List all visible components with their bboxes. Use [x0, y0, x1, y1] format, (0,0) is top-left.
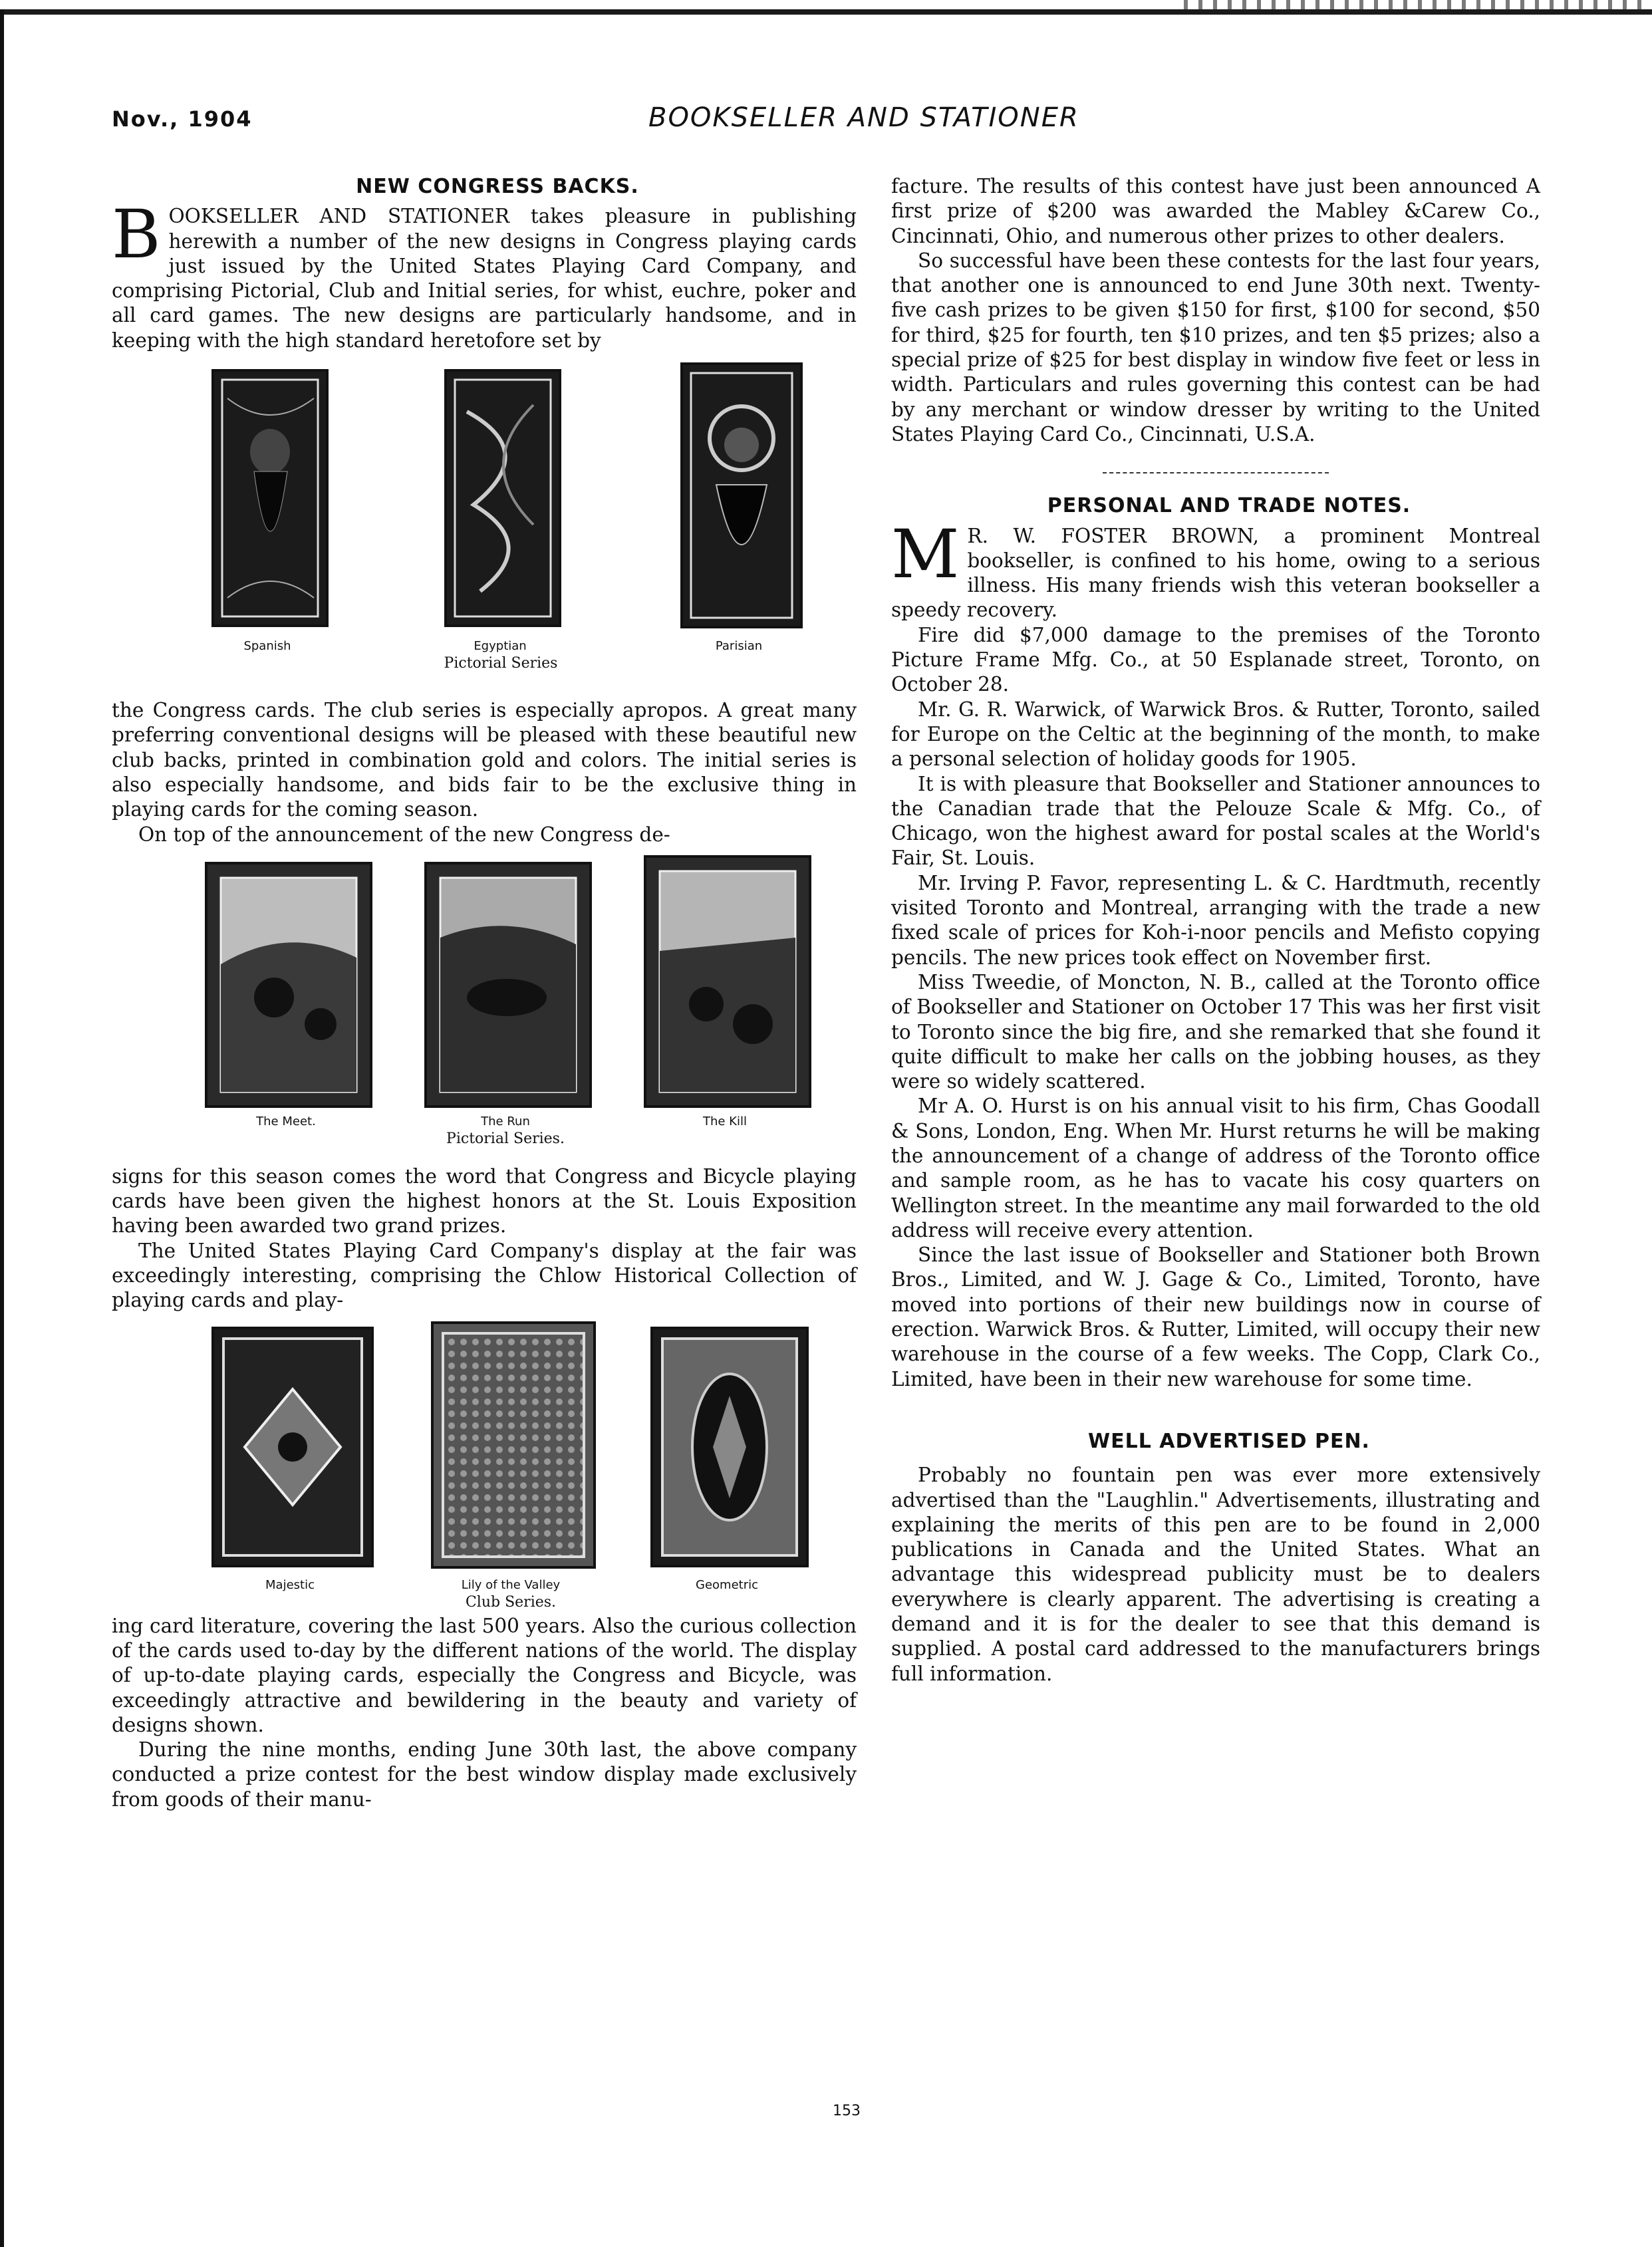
top-rule — [0, 9, 1652, 15]
card-illustration — [683, 365, 800, 626]
article-heading-well-advertised-pen: WELL ADVERTISED PEN. — [1088, 1429, 1370, 1453]
card-image-egyptian — [444, 369, 561, 627]
paragraph: During the nine months, ending June 30th last, the above company conducted a prize contest for the best window display made exclusively from goods of their manu- — [112, 1738, 857, 1811]
paragraph: So successful have been these contests for the last four years, that another one is announced to end June 30th next. Twenty-five cash prizes to be given $150 for first, $100 for second, $50 for third, $25 for fourth, ten $10 prizes, and ten $5 prizes; also a special prize of $25 for best display in window five feet or less in width. Particulars and rules governing this contest can be had by any merchant or window dresser by writing to the United States Playing Card Co., Cincinnati, U.S.A. — [891, 249, 1540, 446]
card-image-spanish — [211, 369, 329, 627]
caption-parisian: Parisian — [715, 639, 763, 654]
article-heading-congress-backs: NEW CONGRESS BACKS. — [356, 175, 639, 198]
card-image-lily-of-the-valley — [431, 1321, 596, 1569]
card-illustration — [646, 858, 809, 1105]
card-illustration — [207, 864, 370, 1105]
card-illustration — [447, 372, 559, 624]
caption-lily-of-the-valley: Lily of the Valley — [461, 1577, 561, 1592]
paragraph: Mr A. O. Hurst is on his annual visit to his firm, Chas Goodall & Sons, London, Eng. When Mr. Hurst returns he will be making the announcement of a change of address of the Toronto office and sample room, as he has to vacate his cosy quarters on Wellington street. In the meantime any mail forwarded to the old address will receive every attention. — [891, 1095, 1540, 1242]
right-column — [891, 174, 1540, 1686]
paragraph: the Congress cards. The club series is especially apropos. A great many preferring conventional designs will be pleased with these beautiful new club backs, printed in combination gold and colors. The initial series is also especially handsome, and bids fair to be the exclusive thing in playing cards for the coming season. — [112, 699, 857, 821]
card-image-the-run — [424, 862, 592, 1108]
paragraph: Mr. G. R. Warwick, of Warwick Bros. & Rutter, Toronto, sailed for Europe on the Celtic at the beginning of the month, to make a personal selection of holiday goods for 1905. — [891, 698, 1540, 771]
paragraph: It is with pleasure that Bookseller and Stationer announces to the Canadian trade that the Pelouze Scale & Mfg. Co., of Chicago, won the highest award for postal scales at the World's Fair, St. Louis. — [891, 772, 1540, 870]
series-label: Pictorial Series. — [446, 1130, 565, 1147]
paragraph: facture. The results of this contest have just been announced A first prize of $200 was awarded the Mabley &Carew Co., Cincinnati, Ohio, and numerous other prizes to other dealers. — [891, 175, 1540, 247]
intro-paragraph: BOOKSELLER AND STATIONER takes pleasure in publishing herewith a number of the new designs in Congress playing cards just issued by the United States Playing Card Company, and comprising Pictorial, Club and Initial series, for whist, euchre, poker and all card games. The new designs are particularly handsome, and in keeping with the high standard heretofore set by — [112, 196, 857, 352]
caption-spanish: Spanish — [243, 639, 291, 654]
section-divider — [891, 455, 1540, 471]
paragraph: signs for this season comes the word that Congress and Bicycle playing cards have been given the highest honors at the St. Louis Exposition having been awarded two grand prizes. — [112, 1164, 857, 1238]
card-illustration — [427, 864, 589, 1105]
caption-geometric: Geometric — [696, 1577, 758, 1592]
drop-cap: B — [112, 196, 161, 274]
left-scan-edge — [0, 9, 4, 2247]
card-image-the-kill — [644, 855, 811, 1108]
card-row-club — [112, 1321, 857, 1614]
caption-the-kill: The Kill — [702, 1114, 747, 1128]
paragraph: Mr. Irving P. Favor, representing L. & C. Hardtmuth, recently visited Toronto and Montreal, arranging with the trade a new fixed scale of prices for Koh-i-noor pencils and Mefisto copying pencils. The new prices took effect on November first. — [891, 871, 1540, 969]
card-image-majestic — [211, 1327, 374, 1567]
card-illustration — [653, 1329, 806, 1565]
paragraph: Since the last issue of Bookseller and Stationer both Brown Bros., Limited, and W. J. Gage & Co., Limited, Toronto, have moved into portions of their new buildings now in course of erection. Warwick Bros. & Rutter, Limited, will occupy their new warehouse in the course of a few weeks. The Copp, Clark Co., Limited, have been in their new warehouse for some time. — [891, 1244, 1540, 1390]
paragraph: The United States Playing Card Company's display at the fair was exceedingly interesting, comprising the Chlow Historical Collection of playing cards and play- — [112, 1239, 857, 1312]
card-image-geometric — [650, 1327, 809, 1567]
card-image-the-meet — [205, 862, 372, 1108]
paragraph: ing card literature, covering the last 500 years. Also the curious collection of the cards used to-day by the different nations of the world. The display of up-to-date playing cards, especially the Congress and Bicycle, was exceedingly attractive and bewildering in the beauty and variety of designs shown. — [112, 1614, 857, 1736]
paragraph: On top of the announcement of the new Congress de- — [138, 823, 670, 846]
series-label: Club Series. — [465, 1593, 557, 1611]
card-illustration — [214, 372, 326, 624]
card-row-pictorial-2 — [112, 855, 857, 1164]
caption-the-run: The Run — [481, 1114, 530, 1128]
left-column — [112, 174, 857, 1812]
card-illustration — [214, 1329, 371, 1565]
drop-cap: M — [891, 515, 960, 593]
page-number: 153 — [833, 2103, 861, 2119]
article-heading-personal-trade-notes: PERSONAL AND TRADE NOTES. — [1047, 494, 1411, 518]
paragraph: Miss Tweedie, of Moncton, N. B., called at the Toronto office of Bookseller and Stationer on October 17 This was her first visit to Toronto since the big fire, and she remarked that she found it quite difficult to make her calls on the jobbing houses, as they were so widely scattered. — [891, 970, 1540, 1093]
page-header — [0, 102, 1652, 146]
issue-date: Nov., 1904 — [112, 106, 253, 132]
publication-title: BOOKSELLER AND STATIONER — [648, 102, 1079, 133]
series-label: Pictorial Series — [444, 655, 558, 672]
caption-egyptian: Egyptian — [474, 639, 527, 654]
card-illustration — [434, 1324, 593, 1566]
caption-majestic: Majestic — [265, 1577, 315, 1592]
paragraph: Probably no fountain pen was ever more extensively advertised than the "Laughlin." Advertisements, illustrating and explaining the merits of this pen are to be found in 2,000 publications in Canada and the United States. What an advantage this widespread publicity must be to dealers everywhere is clearly apparent. The advertising is creating a demand and it is for the dealer to see that this demand is supplied. A postal card addressed to the manufacturers brings full information. — [891, 1464, 1540, 1685]
paragraph: M R. W. FOSTER BROWN, a prominent Montreal bookseller, is confined to his home, owing to a serious illness. His many friends wish this veteran bookseller a speedy recovery. — [891, 515, 1540, 622]
caption-the-meet: The Meet. — [256, 1114, 316, 1128]
card-image-parisian — [680, 362, 803, 628]
paragraph: Fire did $7,000 damage to the premises of the Toronto Picture Frame Mfg. Co., at 50 Esplanade street, Toronto, on October 28. — [891, 623, 1540, 696]
top-scan-noise — [1184, 0, 1649, 9]
card-row-pictorial-1 — [112, 362, 857, 698]
